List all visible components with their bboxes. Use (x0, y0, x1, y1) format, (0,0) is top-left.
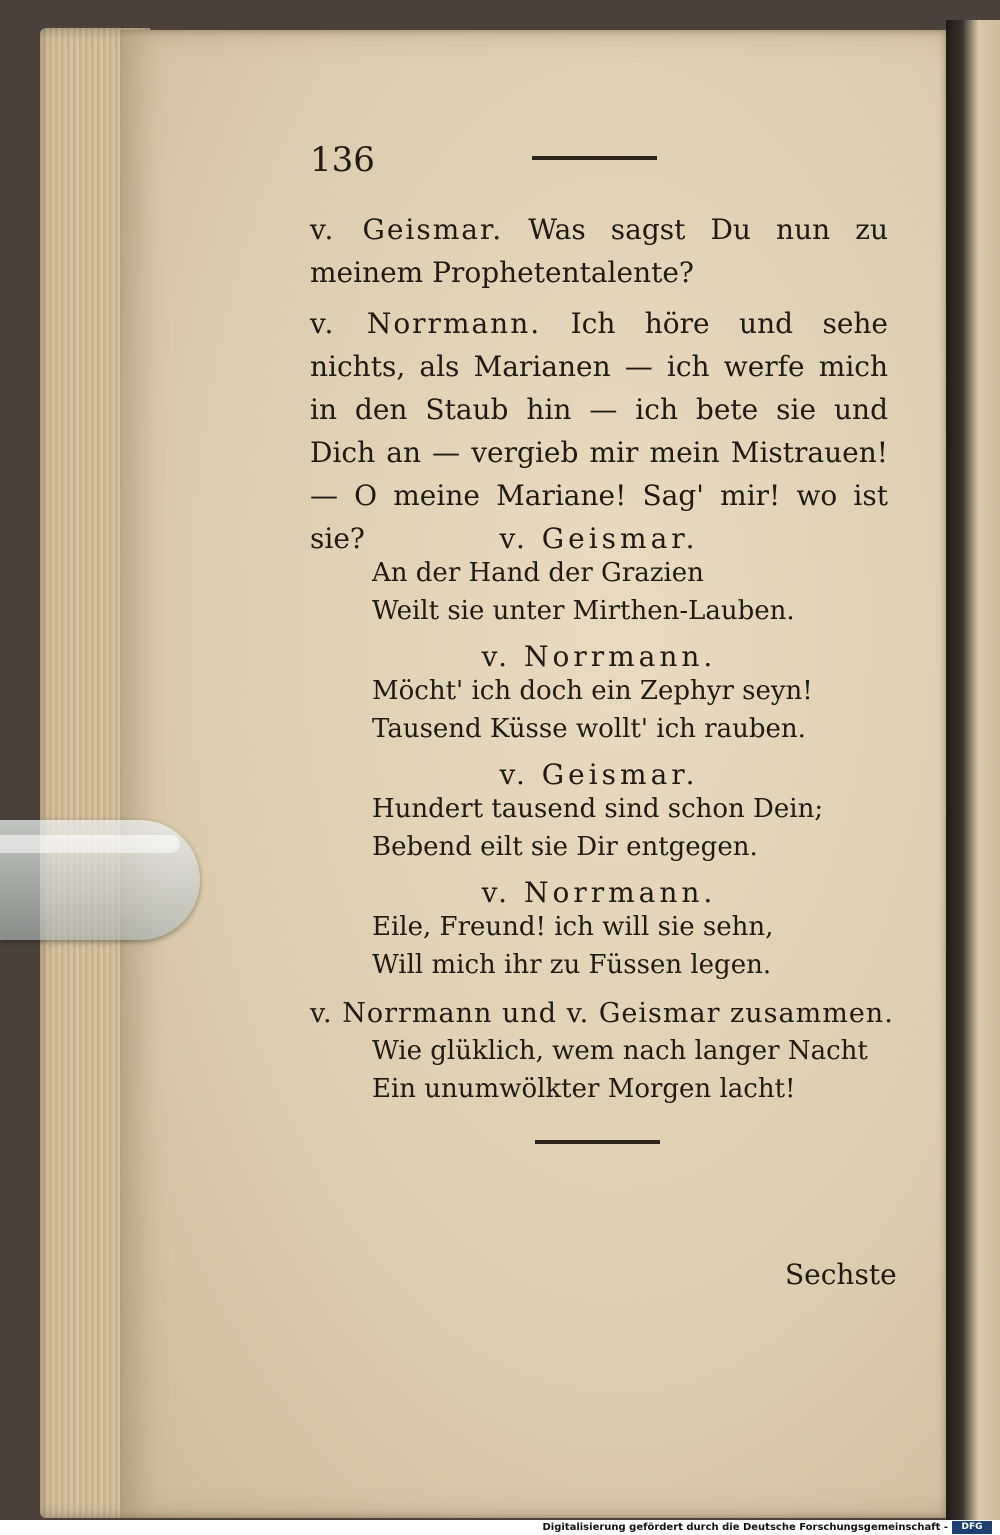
dialogue-text: Was sagst Du nun zu meinem Prophetentalente? (310, 213, 889, 289)
book-gutter (946, 20, 1000, 1520)
song-verse-4 (372, 908, 892, 984)
song-speaker-2: v. Norrmann. (481, 640, 717, 673)
verse-line: Will mich ihr zu Füssen legen. (372, 950, 772, 980)
song-speaker-3: v. Geismar. (499, 758, 699, 791)
song-verse-3 (372, 790, 892, 866)
speaker-label: v. Geismar. (310, 213, 504, 246)
page-number: 136 (310, 140, 375, 180)
dialogue-text: Ich höre und sehe nichts, als Marianen — ich werfe mich in den Staub hin — ich bete sie und Dich an — vergieb mir mein Mistrauen! — O meine Mariane! Sag' mir! wo ist sie? (310, 307, 888, 555)
catchword: Sechste (785, 1258, 897, 1291)
speaker-label: v. Norrmann. (310, 307, 542, 340)
page-clip-shine (0, 835, 180, 853)
song-verse-1 (372, 554, 892, 630)
song-speaker-1: v. Geismar. (499, 522, 699, 555)
song-speaker-4: v. Norrmann. (481, 876, 717, 909)
closing-rule (535, 1140, 660, 1144)
verse-line: Wie glüklich, wem nach langer Nacht (372, 1036, 868, 1066)
verse-line: Weilt sie unter Mirthen-Lauben. (372, 596, 795, 626)
verse-line: Hundert tausend sind schon Dein; (372, 794, 824, 824)
digitization-footer (0, 1520, 1000, 1535)
joint-speaker: v. Norrmann und v. Geismar zusammen. (310, 998, 894, 1029)
song-verse-2 (372, 672, 892, 748)
verse-line: Ein unumwölkter Morgen lacht! (372, 1074, 796, 1104)
verse-line: An der Hand der Grazien (372, 558, 704, 588)
verse-line: Möcht' ich doch ein Zephyr seyn! (372, 676, 813, 706)
header-rule (532, 156, 657, 160)
footer-text: Digitalisierung gefördert durch die Deutsche Forschungsgemeinschaft - (542, 1522, 948, 1533)
verse-line: Tausend Küsse wollt' ich rauben. (372, 714, 806, 744)
joint-verse (372, 1032, 892, 1108)
dialogue-paragraph-1 (310, 208, 888, 294)
dfg-logo: DFG (952, 1521, 992, 1534)
verse-line: Bebend eilt sie Dir entgegen. (372, 832, 758, 862)
verse-line: Eile, Freund! ich will sie sehn, (372, 912, 774, 942)
